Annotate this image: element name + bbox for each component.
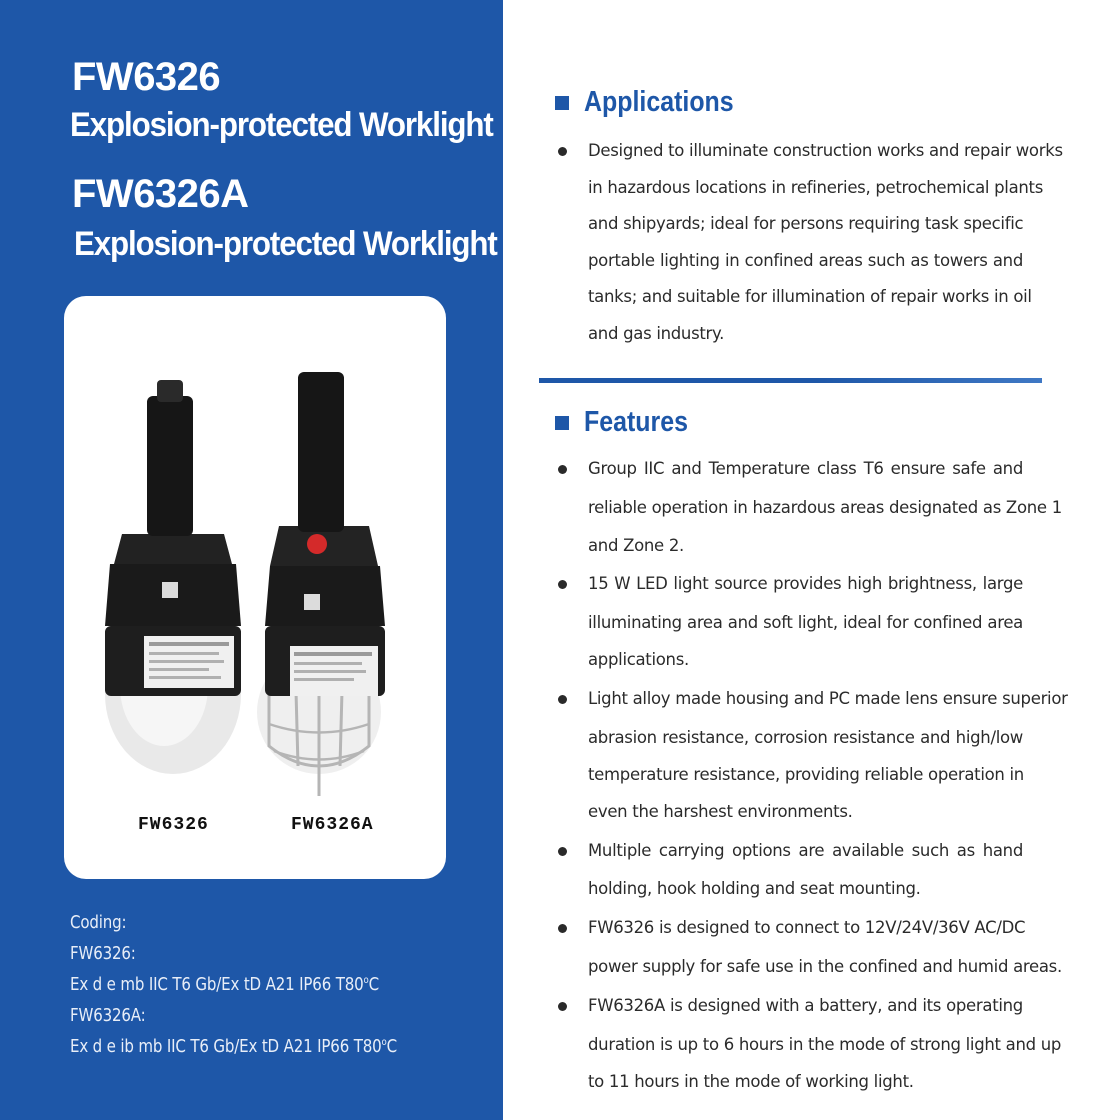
- bullet-icon: [558, 580, 567, 589]
- feature-line: even the harshest environments.: [588, 802, 853, 821]
- bullet-icon: [558, 847, 567, 856]
- feature-line: Multiple carrying options are available such as hand: [588, 841, 1023, 860]
- feature-line: temperature resistance, providing reliable operation in: [588, 765, 1024, 784]
- applications-line: portable lighting in confined areas such as towers and: [588, 251, 1023, 270]
- section-divider: [539, 378, 1042, 383]
- square-bullet-icon: [555, 416, 569, 430]
- fw6326a-lamp-image: [257, 372, 385, 796]
- feature-line: holding, hook holding and seat mounting.: [588, 879, 921, 898]
- feature-line: reliable operation in hazardous areas designated as Zone 1: [588, 498, 1062, 517]
- feature-line: Light alloy made housing and PC made lens ensure superior: [588, 689, 1068, 708]
- features-heading: [555, 406, 705, 439]
- coding-fw6326-label: FW6326:: [70, 944, 136, 964]
- feature-line: FW6326 is designed to connect to 12V/24V/36V AC/DC: [588, 918, 1026, 937]
- coding-fw6326-value: Ex d e mb IIC T6 Gb/Ex tD A21 IP66 T80$^o$C: [70, 975, 379, 995]
- feature-line: power supply for safe use in the confined and humid areas.: [588, 957, 1062, 976]
- photo-label-fw6326a: FW6326A: [291, 815, 374, 835]
- applications-line: tanks; and suitable for illumination of repair works in oil: [588, 287, 1032, 306]
- feature-line: and Zone 2.: [588, 536, 684, 555]
- bullet-icon: [558, 924, 567, 933]
- product-code-fw6326a: FW6326A: [72, 172, 249, 216]
- bullet-icon: [558, 465, 567, 474]
- fw6326-lamp-image: [105, 380, 241, 774]
- features-title: Features: [584, 406, 688, 438]
- photo-label-fw6326: FW6326: [138, 815, 209, 835]
- coding-fw6326a-label: FW6326A:: [70, 1006, 146, 1026]
- left-panel: [0, 0, 503, 1120]
- applications-title: Applications: [584, 86, 734, 118]
- applications-line: Designed to illuminate construction works and repair works: [588, 141, 1063, 160]
- feature-line: applications.: [588, 650, 689, 669]
- feature-line: Group IIC and Temperature class T6 ensure safe and: [588, 459, 1023, 478]
- feature-line: to 11 hours in the mode of working light.: [588, 1072, 914, 1091]
- coding-heading: Coding:: [70, 913, 127, 933]
- bullet-icon: [558, 147, 567, 156]
- product-code-fw6326: FW6326: [72, 55, 221, 99]
- feature-line: duration is up to 6 hours in the mode of strong light and up: [588, 1035, 1062, 1054]
- coding-fw6326a-value: Ex d e ib mb IIC T6 Gb/Ex tD A21 IP66 T80$^o$C: [70, 1037, 397, 1057]
- square-bullet-icon: [555, 96, 569, 110]
- bullet-icon: [558, 1002, 567, 1011]
- bullet-icon: [558, 695, 567, 704]
- applications-line: and shipyards; ideal for persons requiring task specific: [588, 214, 1024, 233]
- feature-line: abrasion resistance, corrosion resistance and high/low: [588, 728, 1023, 747]
- feature-line: illuminating area and soft light, ideal for confined area: [588, 613, 1023, 632]
- applications-line: and gas industry.: [588, 324, 725, 343]
- product-photo: [64, 296, 446, 879]
- feature-line: FW6326A is designed with a battery, and its operating: [588, 996, 1023, 1015]
- applications-line: in hazardous locations in refineries, petrochemical plants: [588, 178, 1044, 197]
- applications-heading: [555, 86, 758, 119]
- product-name-fw6326a: Explosion-protected Worklight: [74, 225, 497, 263]
- feature-line: 15 W LED light source provides high brightness, large: [588, 574, 1023, 593]
- product-name-fw6326: Explosion-protected Worklight: [70, 106, 493, 144]
